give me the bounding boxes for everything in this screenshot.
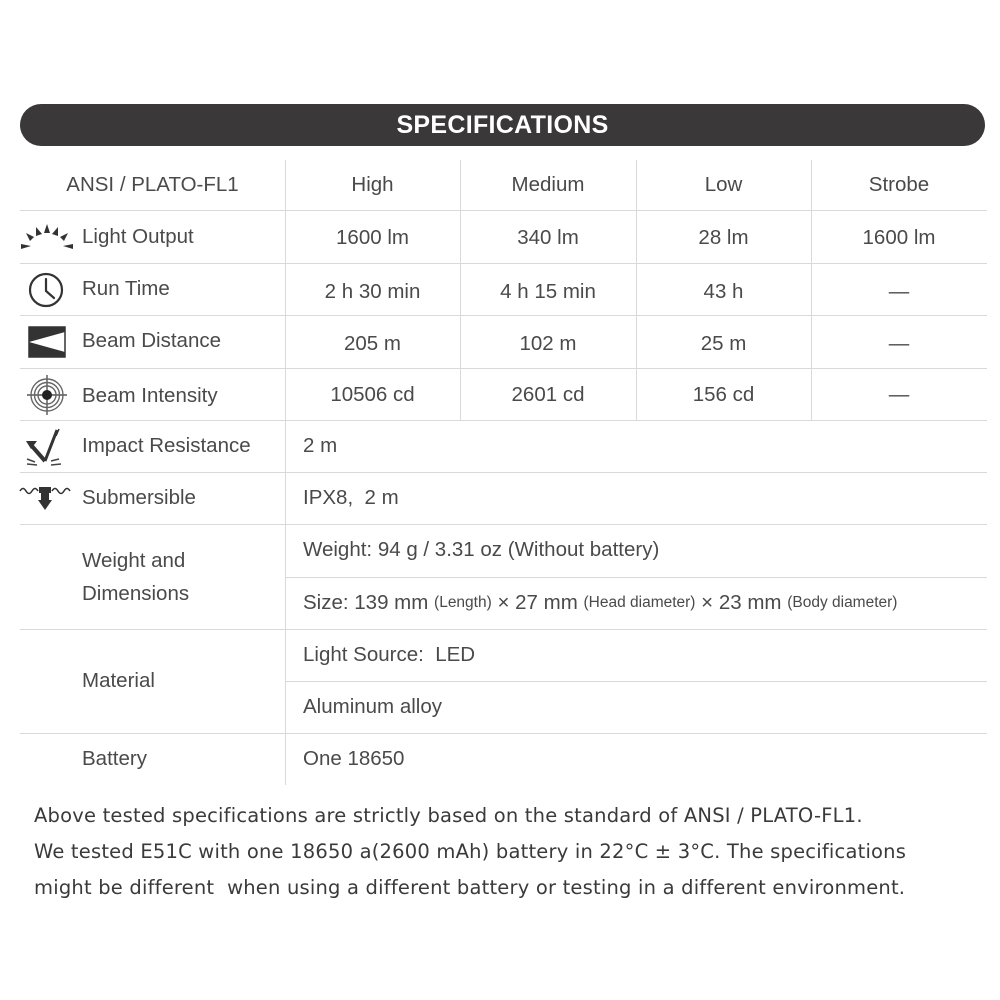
cell-light-output-strobe: 1600 lm [862, 226, 936, 249]
cell-run-time-low: 43 h [703, 280, 744, 303]
row-label-beam-intensity: Beam Intensity [82, 384, 218, 407]
cell-material-value: Aluminum alloy [303, 695, 442, 718]
cell-beam-intensity-high: 10506 cd [330, 383, 415, 406]
size-prefix: Size: 139 mm [303, 591, 435, 614]
header-standard: ANSI / PLATO-FL1 [66, 173, 239, 196]
cell-run-time-high: 2 h 30 min [324, 280, 421, 303]
cell-light-output-medium: 340 lm [517, 226, 579, 249]
size-times-2: × 23 mm [695, 591, 788, 614]
cell-beam-distance-medium: 102 m [519, 332, 577, 355]
specifications-banner [20, 104, 985, 146]
clock-icon [26, 271, 66, 309]
header-mode-medium: Medium [511, 173, 585, 196]
cell-run-time-strobe: — [888, 280, 910, 303]
beam-distance-icon [27, 325, 67, 359]
cell-weight-value: Weight: 94 g / 3.31 oz (Without battery) [303, 538, 660, 561]
header-mode-high: High [351, 173, 394, 196]
row-label-run-time: Run Time [82, 277, 170, 300]
footnote-line-1: Above tested specifications are strictly based on the standard of ANSI / PLATO-FL1. [34, 804, 863, 827]
cell-impact-resistance-value: 2 m [303, 434, 338, 457]
footnote [34, 798, 984, 906]
cell-beam-distance-low: 25 m [700, 332, 747, 355]
row-label-weight-line1: Weight and [82, 548, 186, 572]
row-label-weight-line2: Dimensions [82, 581, 190, 605]
cell-beam-distance-strobe: — [888, 332, 910, 355]
row-label-weight-dimensions [82, 524, 189, 629]
row-label-submersible: Submersible [82, 486, 196, 509]
impact-icon [22, 426, 68, 468]
cell-light-output-low: 28 lm [698, 226, 749, 249]
header-mode-low: Low [704, 173, 743, 196]
cell-size-value [303, 577, 987, 629]
cell-run-time-medium: 4 h 15 min [500, 280, 596, 303]
row-label-material: Material [82, 669, 155, 692]
size-body-note: (Body diameter) [787, 594, 898, 611]
row-label-beam-distance: Beam Distance [82, 329, 222, 352]
cell-battery-value: One 18650 [303, 747, 405, 770]
banner-title: SPECIFICATIONS [396, 110, 609, 139]
sunburst-icon [18, 220, 76, 254]
size-length-note: (Length) [434, 594, 492, 611]
cell-light-source-value: Light Source: LED [303, 643, 476, 666]
cell-beam-intensity-low: 156 cd [692, 383, 755, 406]
row-label-battery: Battery [82, 747, 147, 770]
size-head-note: (Head diameter) [583, 594, 696, 611]
cell-beam-distance-high: 205 m [344, 332, 401, 355]
cell-beam-intensity-strobe: — [888, 383, 910, 406]
footnote-line-3: might be different when using a different battery or testing in a different environment. [34, 876, 906, 899]
size-times-1: × 27 mm [491, 591, 584, 614]
footnote-line-2: We tested E51C with one 18650 a(2600 mAh) battery in 22°C ± 3°C. The specifications [34, 840, 907, 863]
row-label-impact-resistance: Impact Resistance [82, 434, 251, 457]
row-label-light-output: Light Output [82, 225, 194, 248]
cell-light-output-high: 1600 lm [336, 226, 409, 249]
cell-submersible-value: IPX8, 2 m [303, 486, 399, 509]
header-mode-strobe: Strobe [868, 173, 930, 196]
target-icon [24, 372, 70, 418]
submersible-icon [18, 481, 72, 513]
cell-beam-intensity-medium: 2601 cd [511, 383, 585, 406]
